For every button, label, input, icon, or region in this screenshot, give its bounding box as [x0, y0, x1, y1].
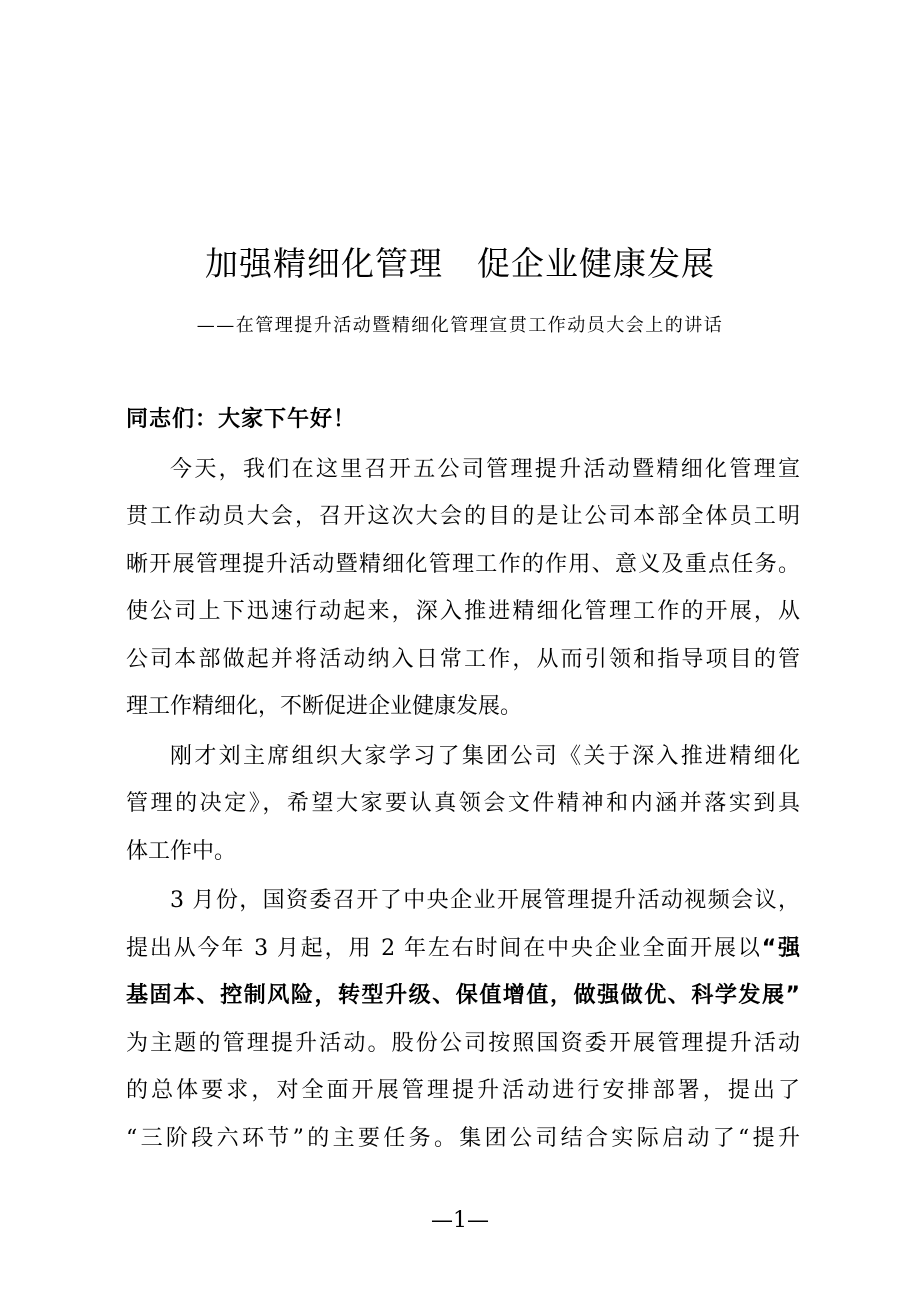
greeting: 同志们：大家下午好！	[126, 407, 357, 432]
paragraph-3-line-5: 的总体要求，对全面开展管理提升活动进行安排部署，提出了	[126, 1078, 800, 1103]
paragraph-2-line-2: 管理的决定》，希望大家要认真领会文件精神和内涵并落实到具	[126, 791, 800, 816]
paragraph-1-line-5: 公司本部做起并将活动纳入日常工作，从而引领和指导项目的管	[126, 647, 800, 672]
paragraph-1-line-3: 晰开展管理提升活动暨精细化管理工作的作用、意义及重点任务。	[126, 552, 800, 577]
paragraph-3-line-3	[126, 979, 800, 1013]
paragraph-2-line-1: 刚才刘主席组织大家学习了集团公司《关于深入推进精细化	[170, 744, 800, 769]
paragraph-3-line-2	[126, 932, 800, 966]
paragraph-1-line-1: 今天，我们在这里召开五公司管理提升活动暨精细化管理宣	[170, 457, 800, 482]
paragraph-1-line-4: 使公司上下迅速行动起来，深入推进精细化管理工作的开展，从	[126, 599, 800, 624]
paragraph-2-line-3: 体工作中。	[126, 839, 237, 864]
paragraph-3-line-4: 为主题的管理提升活动。股份公司按照国资委开展管理提升活动	[126, 1031, 800, 1056]
paragraph-3-line-3-bold: 基固本、控制风险，转型升级、保值增值，做强做优、科学发展”	[126, 983, 800, 1008]
paragraph-3-line-1: 3 月份，国资委召开了中央企业开展管理提升活动视频会议，	[170, 888, 800, 913]
paragraph-3-line-6: “三阶段六环节”的主要任务。集团公司结合实际启动了“提升	[126, 1126, 800, 1151]
document-subtitle: ——在管理提升活动暨精细化管理宣贯工作动员大会上的讲话	[196, 315, 724, 336]
document-title: 加强精细化管理 促企业健康发展	[205, 244, 715, 283]
paragraph-1-line-2: 贯工作动员大会，召开这次大会的目的是让公司本部全体员工明	[126, 504, 800, 529]
paragraph-3-line-2-bold: “强	[761, 936, 800, 961]
page-number: —1—	[431, 1208, 489, 1233]
paragraph-1-line-6: 理工作精细化，不断促进企业健康发展。	[126, 694, 523, 719]
paragraph-3-line-2-text: 提出从今年 3 月起，用 2 年左右时间在中央企业全面开展以	[126, 936, 762, 961]
